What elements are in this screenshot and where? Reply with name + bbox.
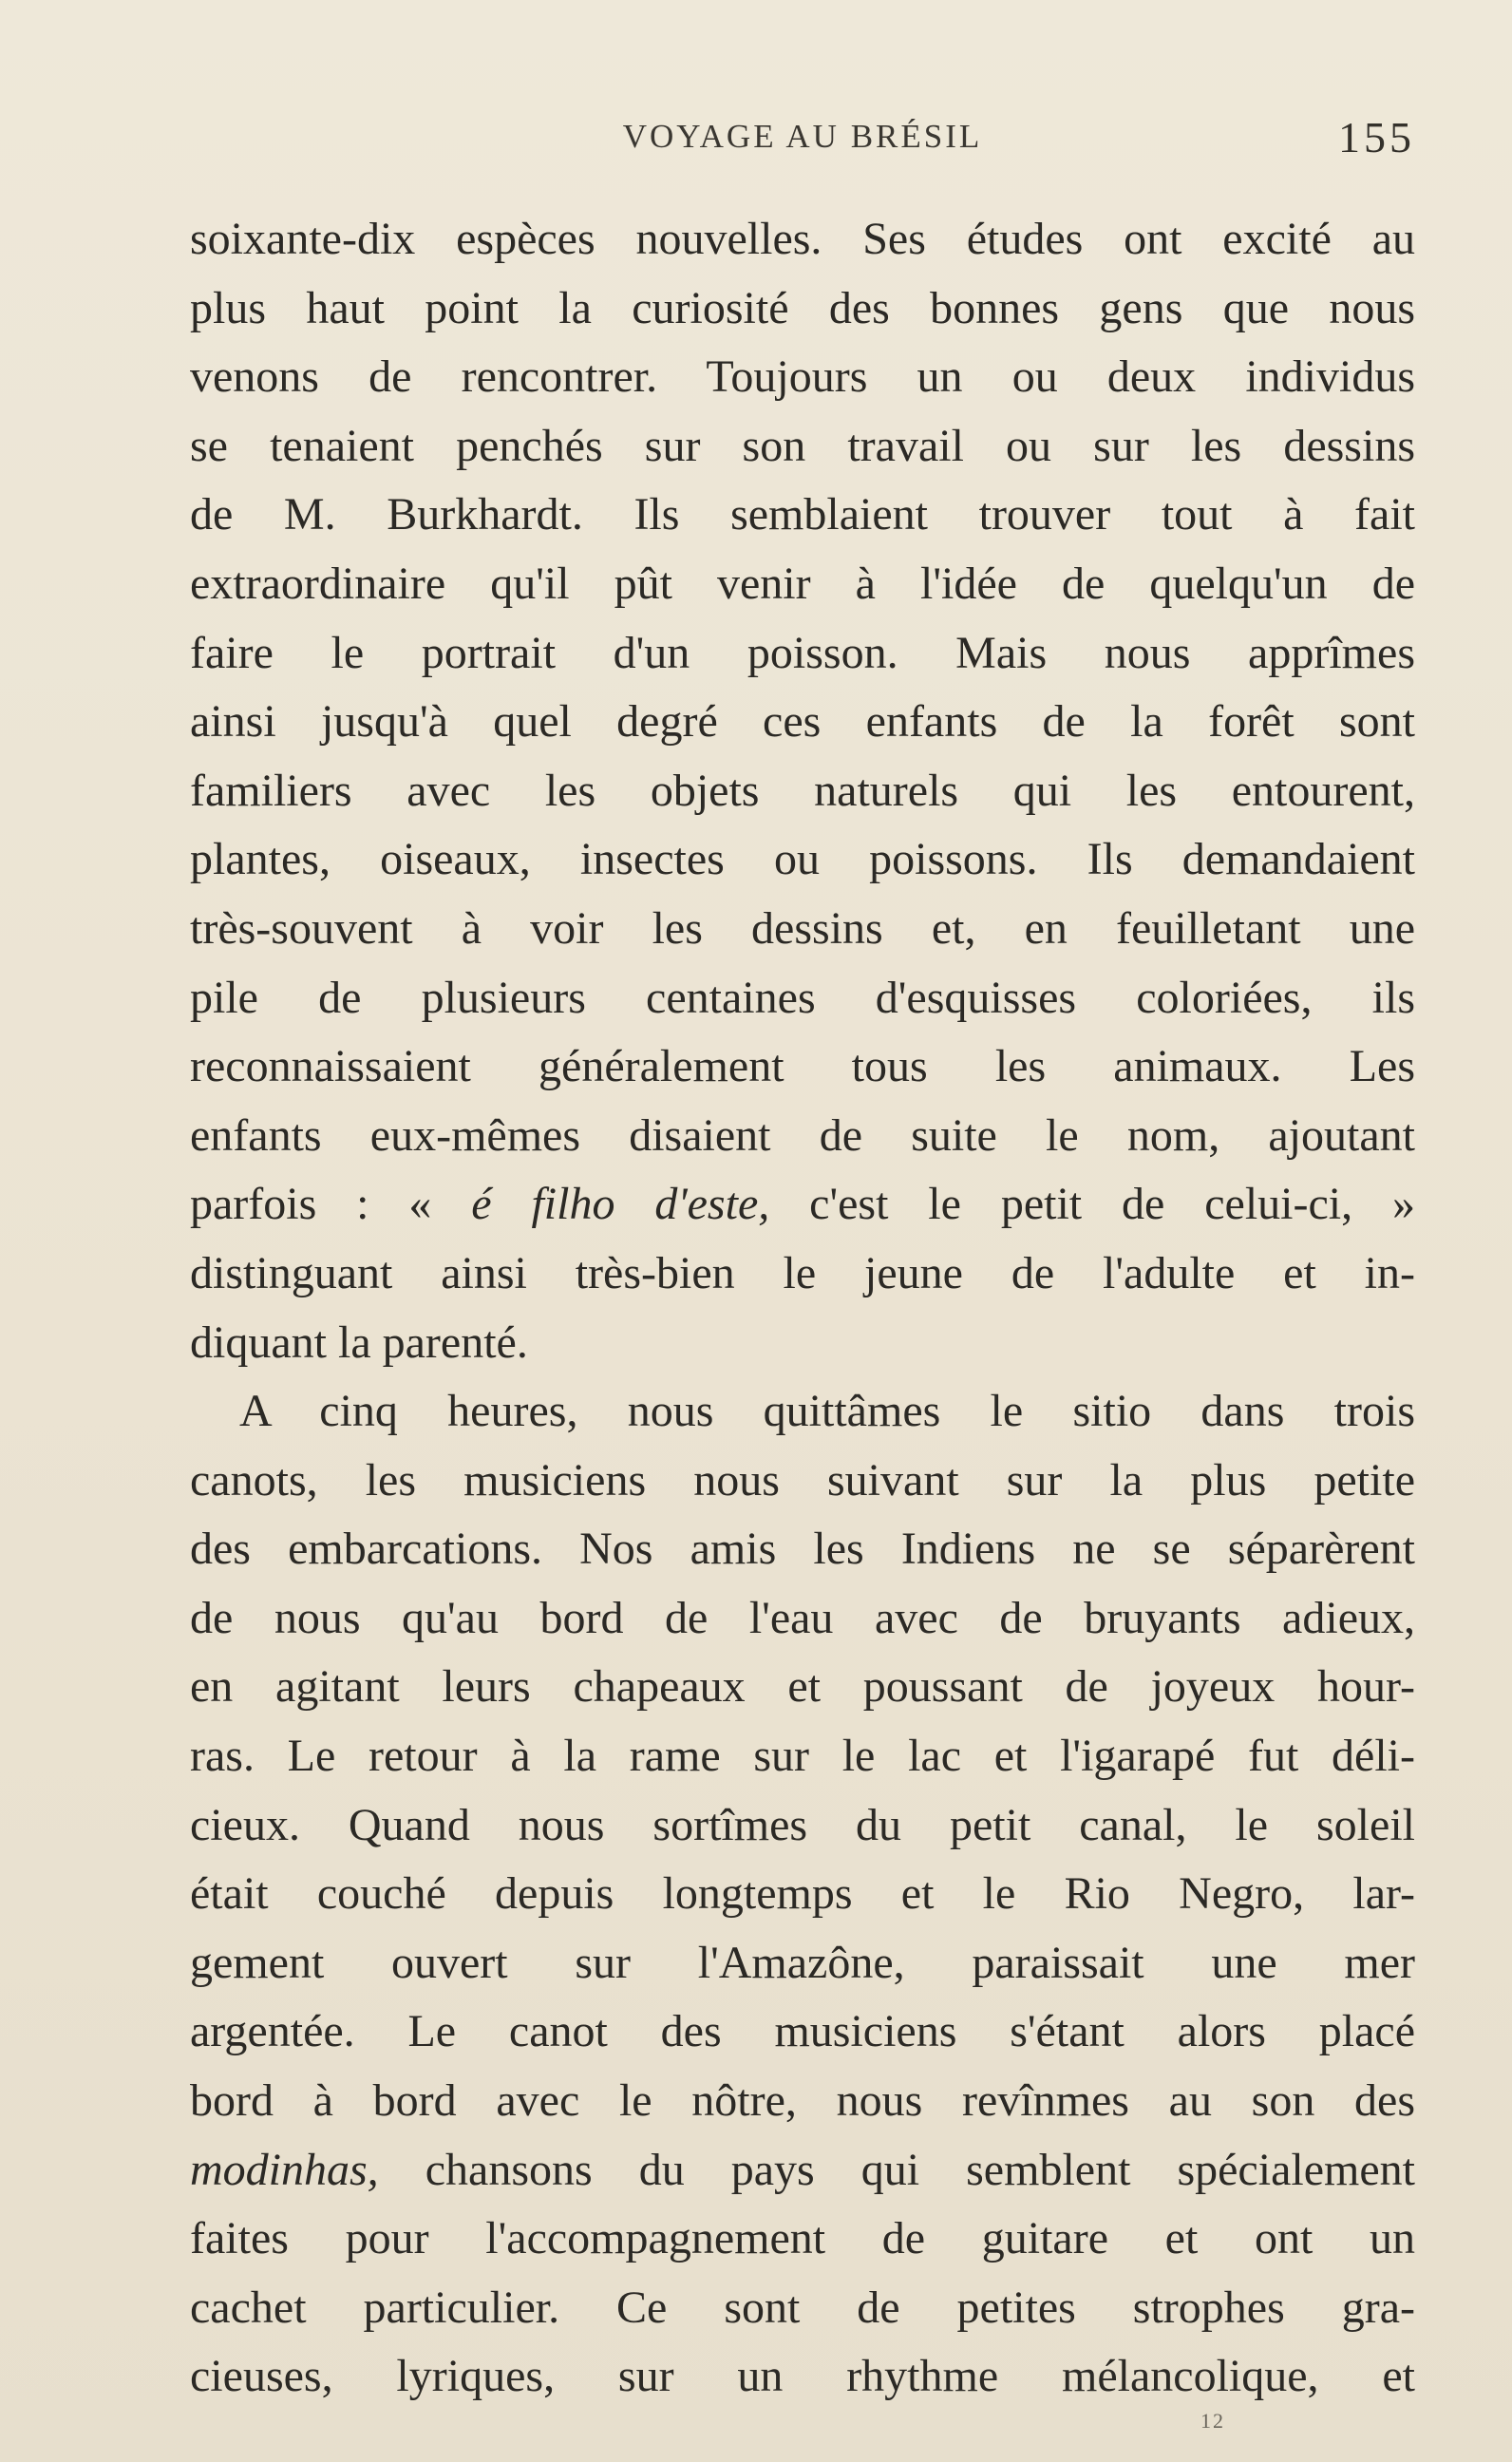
text-line-with-italic	[190, 2136, 1415, 2206]
text-line: bord à bord avec le nôtre, nous revînmes au son des	[190, 2075, 1415, 2127]
text-line: plantes, oiseaux, insectes ou poissons. Ils demandaient	[190, 834, 1415, 885]
text-line: cieux. Quand nous sortîmes du petit canal, le soleil	[190, 1799, 1415, 1850]
italic-phrase: modinhas,	[190, 2144, 379, 2195]
text-segment: c'est le petit de celui-ci, »	[769, 1179, 1415, 1230]
text-line: canots, les musiciens nous suivant sur la plus petite	[190, 1454, 1415, 1506]
text-line: reconnaissaient généralement tous les animaux. Les	[190, 1041, 1415, 1092]
text-line: venons de rencontrer. Toujours un ou deux individus	[190, 351, 1415, 403]
text-line: ras. Le retour à la rame sur le lac et l'igarapé fut déli-	[190, 1731, 1415, 1782]
running-head	[190, 112, 1415, 169]
body-text	[190, 205, 1415, 2412]
text-line: faire le portrait d'un poisson. Mais nous apprîmes	[190, 627, 1415, 678]
italic-phrase: é filho d'este,	[471, 1179, 770, 1230]
page-number: 155	[1338, 113, 1415, 161]
text-line: soixante-dix espèces nouvelles. Ses études ont excité au	[190, 214, 1415, 264]
text-line: faites pour l'accompagnement de guitare et ont un	[190, 2213, 1415, 2264]
text-line: argentée. Le canot des musiciens s'étant alors placé	[190, 2006, 1415, 2057]
text-line: plus haut point la curiosité des bonnes gens que nous	[190, 282, 1415, 333]
text-line: familiers avec les objets naturels qui les entourent,	[190, 765, 1415, 816]
text-line: en agitant leurs chapeaux et poussant de joyeux hour-	[190, 1661, 1415, 1713]
text-line: ainsi jusqu'à quel degré ces enfants de la forêt sont	[190, 696, 1415, 748]
text-line: de nous qu'au bord de l'eau avec de bruyants adieux,	[190, 1592, 1415, 1643]
text-line: distinguant ainsi très-bien le jeune de l'adulte et in-	[190, 1247, 1415, 1298]
text-line: extraordinaire qu'il pût venir à l'idée de quelqu'un de	[190, 558, 1415, 609]
text-line: des embarcations. Nos amis les Indiens ne se séparèrent	[190, 1524, 1415, 1575]
text-segment: parfois : «	[190, 1179, 472, 1230]
text-line: cieuses, lyriques, sur un rhythme mélancolique, et	[190, 2351, 1415, 2402]
running-title: VOYAGE AU BRÉSIL	[622, 118, 983, 155]
text-line: très-souvent à voir les dessins et, en feuilletant une	[190, 902, 1415, 954]
paragraph-end-line: diquant la parenté.	[190, 1316, 528, 1368]
text-line: pile de plusieurs centaines d'esquisses coloriées, ils	[190, 972, 1415, 1023]
text-line: cachet particulier. Ce sont de petites strophes gra-	[190, 2282, 1415, 2333]
text-line: se tenaient penchés sur son travail ou sur les dessins	[190, 420, 1415, 471]
signature-mark: 12	[1200, 2409, 1225, 2433]
text-line: enfants eux-mêmes disaient de suite le nom, ajoutant	[190, 1109, 1415, 1161]
paragraph-start-line: A cinq heures, nous quittâmes le sitio dans trois	[239, 1386, 1415, 1437]
text-line: gement ouvert sur l'Amazône, paraissait une mer	[190, 1937, 1415, 1988]
text-line: était couché depuis longtemps et le Rio Negro, lar-	[190, 1868, 1415, 1920]
text-line-with-italic	[190, 1170, 1415, 1240]
text-segment: chansons du pays qui semblent spécialement	[378, 2144, 1415, 2195]
text-line: de M. Burkhardt. Ils semblaient trouver tout à fait	[190, 489, 1415, 540]
